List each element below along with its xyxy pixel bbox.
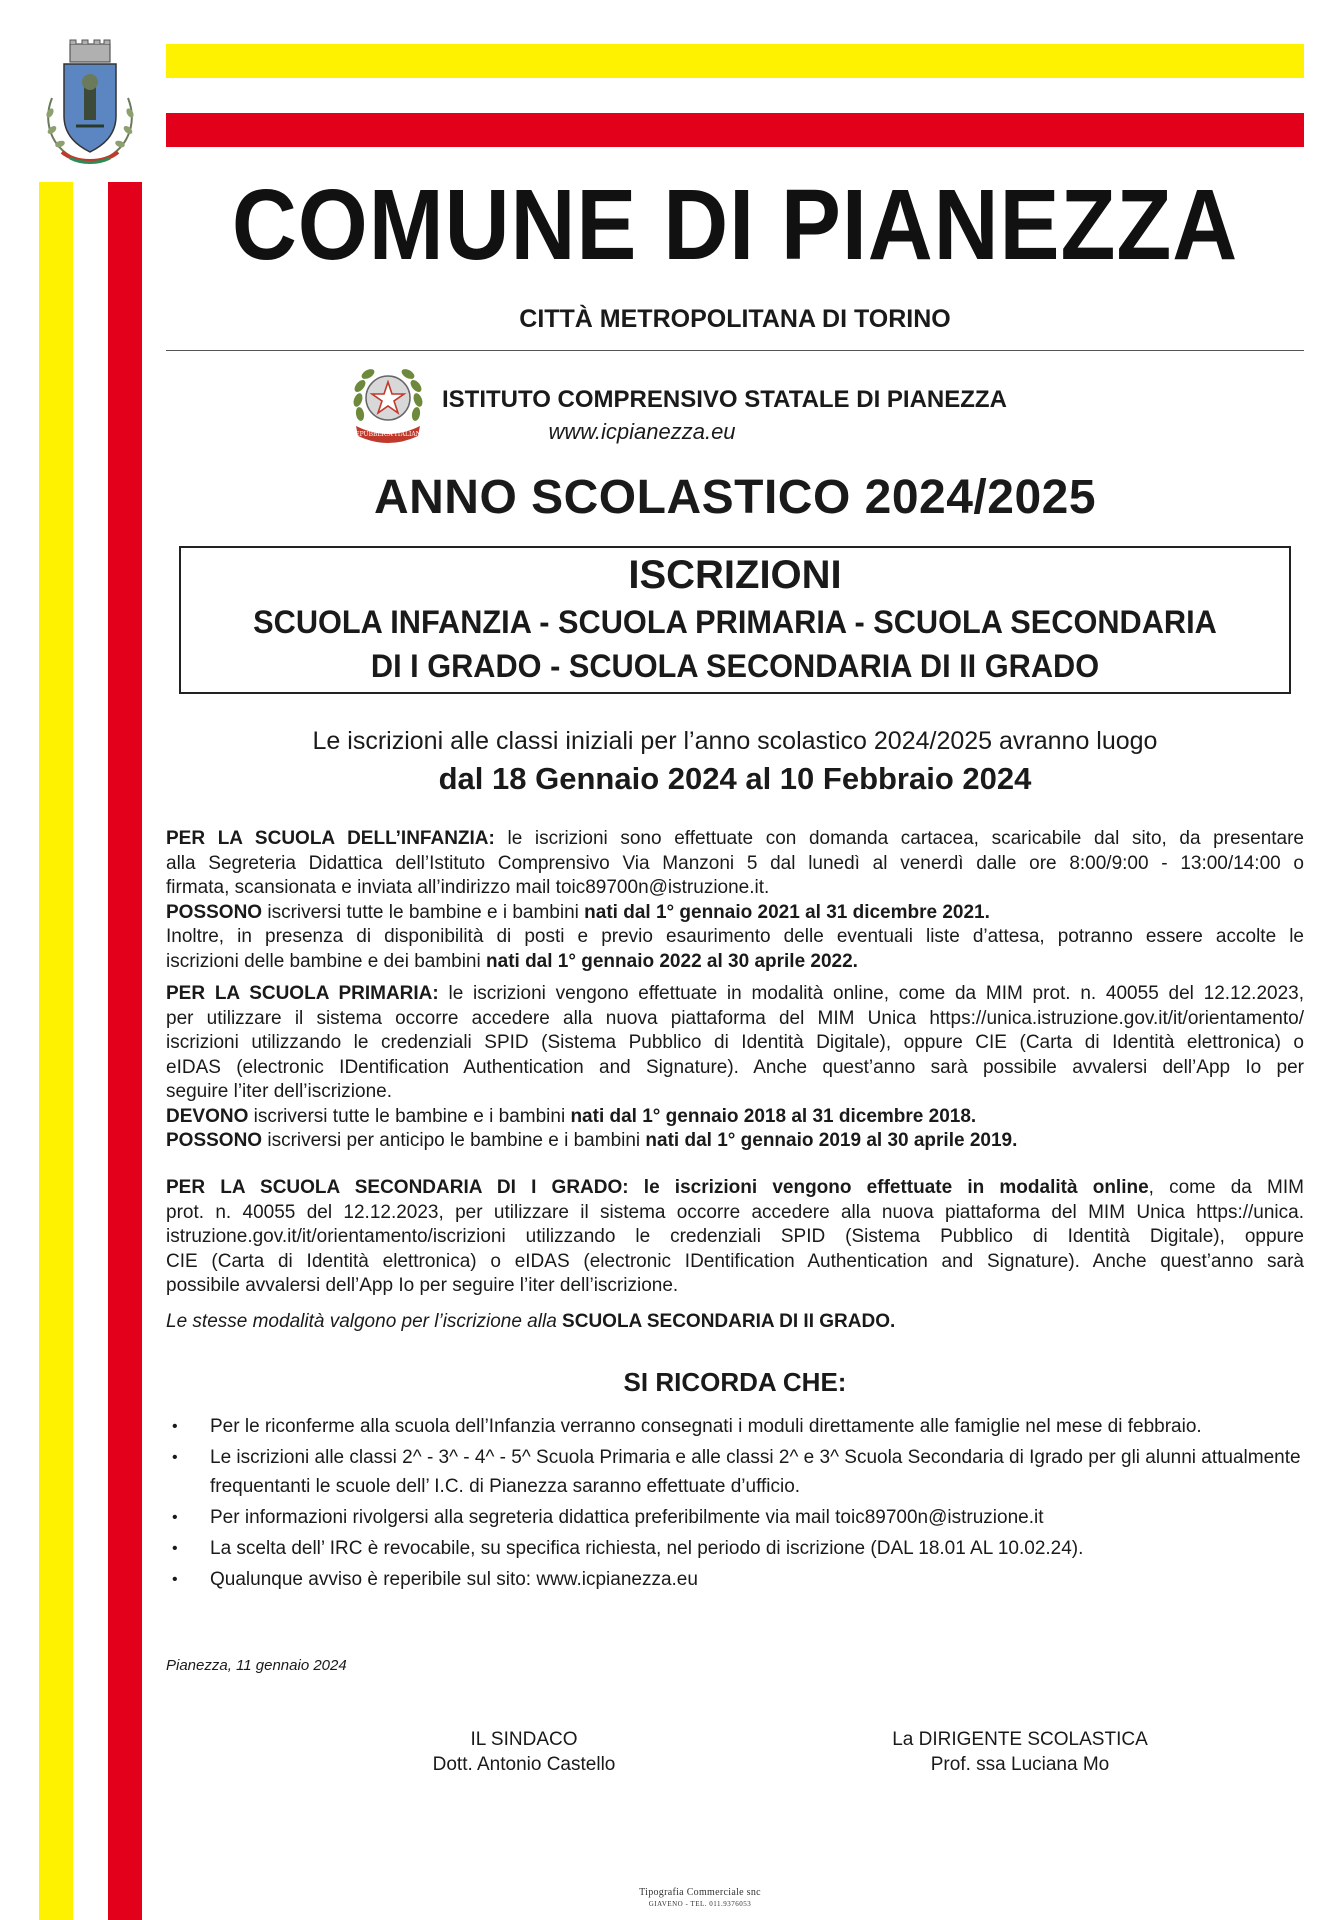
signature-role: La DIRIGENTE SCOLASTICA	[892, 1729, 1148, 1750]
list-item	[166, 1443, 1304, 1501]
bullet-icon: •	[172, 1509, 178, 1526]
mayor-signature	[374, 1727, 674, 1777]
devono-label: DEVONO	[166, 1105, 249, 1127]
secondaria-line	[166, 1176, 1304, 1201]
page-title: COMUNE DI PIANEZZA	[231, 169, 1239, 281]
primaria-line	[166, 982, 1304, 1007]
enrollment-dates: dal 18 Gennaio 2024 al 10 Febbraio 2024	[438, 761, 1032, 796]
secondaria-line: istruzione.gov.it/it/orientamento/iscrizioni utilizzando le credenziali SPID (Sistema Pubblico di Identità Digitale), oppure	[166, 1226, 1304, 1247]
primaria-line: iscrizioni utilizzando le credenziali SPID (Sistema Pubblico di Identità Digitale), oppure CIE (Carta di Identità elettronica) o	[166, 1032, 1304, 1053]
printer-contact: GIAVENO - TEL. 011.9376053	[648, 1900, 752, 1908]
possono-label: POSSONO	[166, 1130, 263, 1151]
divider	[166, 350, 1304, 351]
printer-credit	[600, 1887, 800, 1909]
svg-text:REPUBBLICA ITALIANA: REPUBBLICA ITALIANA	[350, 431, 426, 438]
infanzia-label: PER LA SCUOLA DELL’INFANZIA:	[166, 828, 495, 849]
secondaria-ii-text: Le stesse modalità valgono per l’iscrizione alla	[166, 1311, 563, 1332]
list-item	[166, 1412, 1304, 1441]
secondaria-line: CIE (Carta di Identità elettronica) o eIDAS (electronic IDentification Authentication and Signature). Anche quest’anno sarà	[166, 1250, 1304, 1272]
reminder-text: Le iscrizioni alle classi 2^ - 3^ - 4^ - 5^ Scuola Primaria e alle classi 2^ e 3^ Scuola Secondaria di Igrado per gli alunni attualmente frequentanti le scuole dell’ I.C. di Pianezza saranno effettuate d’ufficio.	[210, 1447, 1301, 1497]
bullet-icon: •	[172, 1571, 178, 1588]
primaria-line: seguire l’iter dell’iscrizione.	[166, 1081, 392, 1102]
list-item	[166, 1534, 1304, 1563]
bullet-icon: •	[172, 1540, 178, 1557]
possono-label: POSSONO	[166, 901, 263, 923]
possono-text: iscriversi per anticipo le bambine e i bambini	[262, 1130, 646, 1151]
italian-republic-emblem-icon	[346, 360, 430, 444]
yellow-stripe-top	[166, 44, 1304, 78]
signature-name: Dott. Antonio Castello	[432, 1754, 616, 1775]
primaria-line: eIDAS (electronic IDentification Authentication and Signature). Anche quest’anno sarà possibile avvalersi dell’App Io per	[166, 1056, 1304, 1078]
school-year-title: ANNO SCOLASTICO 2024/2025	[373, 471, 1097, 524]
section-primaria	[166, 982, 1304, 1154]
infanzia-line: Inoltre, in presenza di disponibilità di posti e previo esaurimento delle eventuali liste d’attesa, potranno essere accolte le	[166, 926, 1304, 947]
printer-name: Tipografia Commerciale snc	[639, 1887, 761, 1898]
municipal-crest-icon	[40, 38, 140, 168]
primaria-text: le iscrizioni vengono effettuate in modalità online, come da MIM prot. n. 40055 del 12.12.2023,	[438, 983, 1304, 1004]
reminder-text: Per le riconferme alla scuola dell’Infanzia verranno consegnati i moduli direttamente alle famiglie nel mese di febbraio.	[210, 1416, 1202, 1437]
infanzia-text: le iscrizioni sono effettuate con domanda cartacea, scaricabile dal sito, da presentare	[494, 828, 1305, 849]
page-subtitle: CITTÀ METROPOLITANA DI TORINO	[519, 305, 951, 333]
secondaria-online-text: le iscrizioni vengono effettuate in modalità online	[628, 1177, 1149, 1198]
reminder-text: La scelta dell’ IRC è revocabile, su specifica richiesta, nel periodo di iscrizione (DAL 18.01 AL 10.02.24).	[210, 1538, 1084, 1559]
secondaria-ii-bold: SCUOLA SECONDARIA DI II GRADO.	[562, 1311, 896, 1332]
infanzia-possono-line	[166, 901, 1304, 926]
primaria-possono-line	[166, 1129, 1304, 1154]
reminders-list	[166, 1412, 1304, 1596]
reminder-text: Qualunque avviso è reperibile sul sito: www.icpianezza.eu	[210, 1569, 698, 1590]
secondaria-line: prot. n. 40055 del 12.12.2023, per utilizzare il sistema occorre accedere alla nuova piattaforma del MIM Unica https://unica.	[166, 1201, 1304, 1223]
bullet-icon: •	[172, 1418, 178, 1435]
red-stripe-left	[108, 182, 142, 1920]
secondaria-text: , come da MIM	[1148, 1177, 1304, 1198]
signature-role: IL SINDACO	[470, 1729, 578, 1750]
yellow-stripe-left	[39, 182, 73, 1920]
primaria-devono-line	[166, 1105, 1304, 1130]
infanzia-line: alla Segreteria Didattica dell’Istituto Comprensivo Via Manzoni 5 dal lunedì al venerdì dalle ore 8:00/9:00 - 13:00/14:00 o	[166, 852, 1304, 874]
enrollment-box-title: ISCRIZIONI	[628, 553, 842, 597]
enrollment-box-line-2: DI I GRADO - SCUOLA SECONDARIA DI II GRADO	[370, 648, 1100, 684]
infanzia-inoltre-line	[166, 950, 1304, 975]
reminders-title: SI RICORDA CHE:	[623, 1367, 847, 1397]
reminder-text: Per informazioni rivolgersi alla segreteria didattica preferibilmente via mail toic89700n@istruzione.it	[210, 1507, 1044, 1528]
section-secondaria	[166, 1176, 1304, 1299]
institute-website-link[interactable]: www.icpianezza.eu	[548, 419, 736, 444]
signature-name: Prof. ssa Luciana Mo	[930, 1754, 1110, 1775]
possono-text: iscriversi tutte le bambine e i bambini	[262, 901, 585, 923]
place-date: Pianezza, 11 gennaio 2024	[166, 1657, 347, 1674]
devono-dates: nati dal 1° gennaio 2018 al 31 dicembre 2018.	[570, 1105, 977, 1127]
section-secondaria-ii	[166, 1310, 1304, 1335]
infanzia-line	[166, 827, 1304, 852]
institute-name: ISTITUTO COMPRENSIVO STATALE DI PIANEZZA	[442, 386, 1007, 413]
principal-signature	[870, 1727, 1170, 1777]
intro-text: Le iscrizioni alle classi iniziali per l’anno scolastico 2024/2025 avranno luogo	[312, 727, 1158, 755]
primaria-label: PER LA SCUOLA PRIMARIA:	[166, 983, 439, 1004]
infanzia-line: firmata, scansionata e inviata all’indirizzo mail toic89700n@istruzione.it.	[166, 877, 770, 898]
possono-dates: nati dal 1° gennaio 2021 al 31 dicembre 2021.	[584, 901, 990, 923]
bullet-icon: •	[172, 1449, 178, 1466]
enrollment-box-line-1: SCUOLA INFANZIA - SCUOLA PRIMARIA - SCUOLA SECONDARIA	[253, 604, 1217, 640]
secondaria-label: PER LA SCUOLA SECONDARIA DI I GRADO:	[166, 1177, 629, 1198]
red-stripe-top	[166, 113, 1304, 147]
possono-dates: nati dal 1° gennaio 2019 al 30 aprile 2019.	[645, 1130, 1018, 1151]
list-item	[166, 1503, 1304, 1532]
secondaria-line: possibile avvalersi dell’App Io per seguire l’iter dell’iscrizione.	[166, 1275, 679, 1296]
list-item	[166, 1565, 1304, 1594]
primaria-line: per utilizzare il sistema occorre accedere alla nuova piattaforma del MIM Unica https://unica.istruzione.gov.it/it/orientamento/	[166, 1007, 1304, 1029]
inoltre-text: iscrizioni delle bambine e dei bambini	[166, 950, 487, 972]
section-infanzia	[166, 827, 1304, 974]
devono-text: iscriversi tutte le bambine e i bambini	[248, 1105, 571, 1127]
inoltre-dates: nati dal 1° gennaio 2022 al 30 aprile 2022.	[486, 950, 858, 972]
